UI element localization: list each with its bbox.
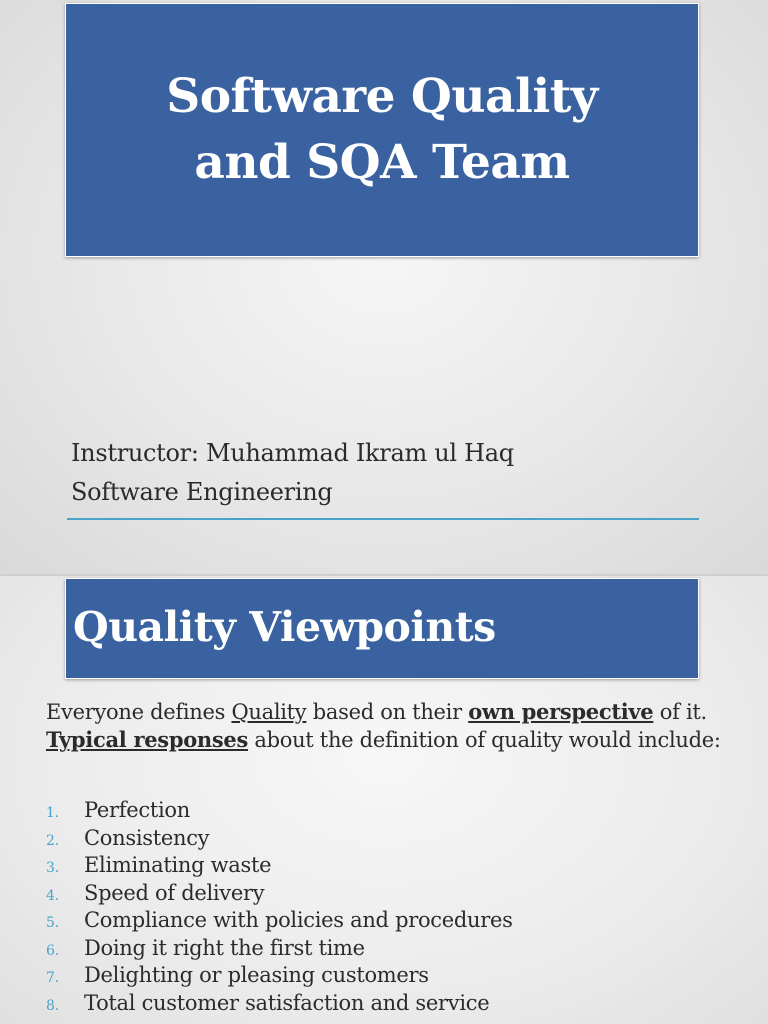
list-number: 6. (46, 942, 59, 959)
list-item (46, 936, 513, 964)
list-number: 3. (46, 860, 59, 876)
list-item (46, 991, 513, 1019)
list-item (46, 853, 513, 881)
intro-text-4: about the definition of quality would include: (247, 728, 721, 752)
slide-title-text: Software Quality and SQA Team (166, 69, 598, 190)
list-item (46, 798, 513, 826)
instructor-line: Instructor: Muhammad Ikram ul Haq (71, 439, 514, 467)
heading-banner (65, 578, 699, 679)
list-number: 7. (46, 970, 59, 986)
list-item-text: Delighting or pleasing customers (84, 963, 429, 987)
slide-heading: Quality Viewpoints (73, 603, 496, 651)
list-item-text: Compliance with policies and procedures (84, 908, 513, 932)
list-item-text: Speed of delivery (84, 880, 265, 905)
list-number: 2. (46, 832, 59, 849)
typical-responses-term: Typical responses (46, 727, 248, 752)
list-number: 8. (46, 997, 59, 1014)
list-item-text: Total customer satisfaction and service (84, 990, 490, 1015)
intro-text-2: based on their (306, 700, 469, 724)
intro-paragraph (46, 698, 726, 754)
list-number: 1. (46, 805, 59, 821)
title-banner (65, 3, 699, 257)
list-item (46, 826, 513, 854)
quality-definitions-list (46, 798, 513, 1018)
list-item-text: Perfection (84, 798, 190, 822)
slide-quality-viewpoints (0, 576, 768, 1024)
list-item-text: Doing it right the first time (84, 935, 365, 960)
own-perspective-term: own perspective (468, 699, 654, 724)
list-item-text: Eliminating waste (84, 853, 272, 877)
intro-text-1: Everyone defines (46, 700, 232, 724)
course-line: Software Engineering (71, 478, 333, 506)
subtitle-divider (67, 518, 699, 520)
list-item-text: Consistency (84, 825, 210, 850)
list-number: 4. (46, 887, 59, 904)
quality-term: Quality (231, 700, 307, 724)
list-item (46, 963, 513, 991)
list-item (46, 908, 513, 936)
list-number: 5. (46, 915, 59, 931)
intro-text-3: of it. (653, 700, 707, 724)
list-item (46, 881, 513, 909)
